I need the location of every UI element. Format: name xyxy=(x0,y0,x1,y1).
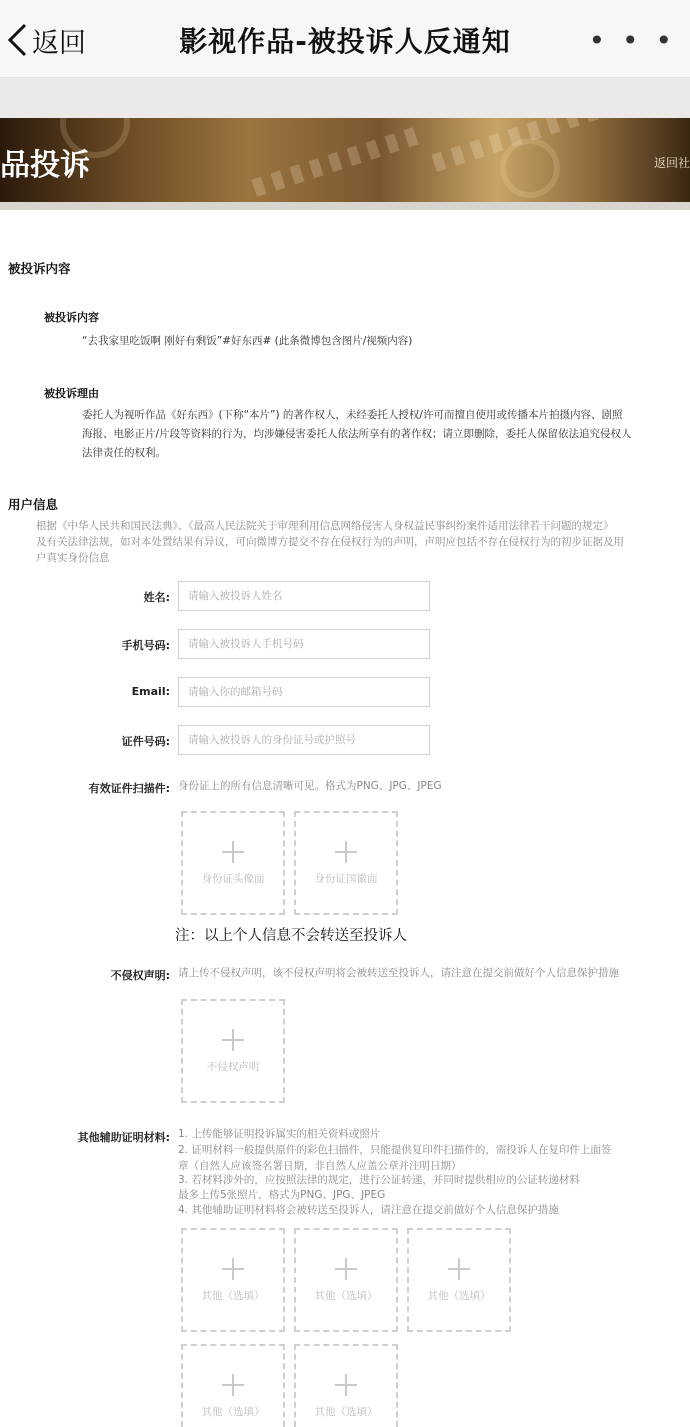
upload-label: 其他（选填） xyxy=(201,1406,265,1418)
upload-label: 其他（选填） xyxy=(314,1406,378,1418)
nav-spacer xyxy=(0,78,690,118)
top-navigation-bar xyxy=(0,0,690,78)
upload-evidence-4[interactable] xyxy=(181,1344,285,1427)
evidence-line: 1. 上传能够证明投诉属实的相关资料或照片 xyxy=(178,1128,381,1140)
name-input[interactable] xyxy=(178,581,430,611)
phone-label: 手机号码: xyxy=(121,639,170,652)
upload-id-front[interactable] xyxy=(181,811,285,915)
plus-icon xyxy=(222,1374,244,1396)
film-strip-decoration xyxy=(251,127,418,197)
plus-icon xyxy=(448,1258,470,1280)
upload-label: 身份证头像面 xyxy=(201,873,265,885)
upload-id-back[interactable] xyxy=(294,811,398,915)
statement-label: 不侵权声明: xyxy=(110,969,170,982)
plus-icon xyxy=(335,841,357,863)
upload-evidence-3[interactable] xyxy=(407,1228,511,1332)
page-title: 影视作品-被投诉人反通知 xyxy=(179,25,511,58)
upload-evidence-1[interactable] xyxy=(181,1228,285,1332)
upload-evidence-2[interactable] xyxy=(294,1228,398,1332)
id-number-label: 证件号码: xyxy=(121,735,170,748)
id-number-input[interactable] xyxy=(178,725,430,755)
evidence-line: 章（自然人应该签名署日期，非自然人应盖公章并注明日期） xyxy=(178,1160,462,1172)
upload-label: 身份证国徽面 xyxy=(314,873,378,885)
privacy-note: 注：以上个人信息不会转送至投诉人 xyxy=(175,928,407,944)
name-label: 姓名: xyxy=(143,591,170,604)
upload-label: 其他（选填） xyxy=(427,1290,491,1302)
evidence-line: 最多上传5张照片，格式为PNG、JPG、JPEG xyxy=(178,1189,386,1201)
upload-label: 其他（选填） xyxy=(201,1290,265,1302)
email-input[interactable] xyxy=(178,677,430,707)
user-info-description: 及有关法律法规，如对本处置结果有异议，可向微博方提交不存在侵权行为的声明，声明应包括不存在侵权行为的初步证据及用 xyxy=(36,536,624,548)
banner xyxy=(0,118,690,202)
section-heading-complaint: 被投诉内容 xyxy=(8,261,71,276)
complaint-reason-line: 法律责任的权利。 xyxy=(82,447,166,459)
evidence-line: 2. 证明材料一般提供原件的彩色扫描件，只能提供复印件扫描件的，需投诉人在复印件上面签 xyxy=(178,1144,612,1156)
email-label: Email: xyxy=(131,685,170,698)
plus-icon xyxy=(222,841,244,863)
section-heading-user-info: 用户信息 xyxy=(8,497,59,512)
banner-title: 品投诉 xyxy=(0,148,90,183)
plus-icon xyxy=(335,1258,357,1280)
phone-input[interactable] xyxy=(178,629,430,659)
back-label: 返回 xyxy=(32,27,86,59)
plus-icon xyxy=(335,1374,357,1396)
id-scan-hint: 身份证上的所有信息清晰可见。格式为PNG、JPG、JPEG xyxy=(178,780,442,792)
banner-divider xyxy=(0,202,690,210)
evidence-line: 3. 若材料涉外的，应按照法律的规定，进行公证转递，并同时提供相应的公证转递材料 xyxy=(178,1174,580,1186)
upload-label: 不侵权声明 xyxy=(206,1061,260,1073)
complaint-content-heading: 被投诉内容 xyxy=(44,311,99,324)
plus-icon xyxy=(222,1029,244,1051)
upload-statement[interactable] xyxy=(181,999,285,1103)
more-options-button[interactable]: • • • xyxy=(588,24,676,57)
user-info-description: 根据《中华人民共和国民法典》、《最高人民法院关于审理利用信息网络侵害人身权益民事纠纷案件适用法律若干问题的规定》 xyxy=(36,520,614,532)
statement-hint: 请上传不侵权声明，该不侵权声明将会被转送至投诉人，请注意在提交前做好个人信息保护措施 xyxy=(178,967,619,979)
complaint-reason-line: 委托人为视听作品《好东西》(下称“本片”) 的著作权人，未经委托人授权/许可而擅自使用或传播本片拍摄内容、剧照 xyxy=(82,409,623,421)
id-scan-label: 有效证件扫描件: xyxy=(88,782,170,795)
evidence-label: 其他辅助证明材料: xyxy=(77,1131,170,1144)
evidence-line: 4. 其他辅助证明材料将会被转送至投诉人，请注意在提交前做好个人信息保护措施 xyxy=(178,1204,559,1216)
user-info-description: 户真实身份信息 xyxy=(36,552,110,564)
banner-return-link[interactable]: 返回社 xyxy=(653,156,690,170)
upload-label: 其他（选填） xyxy=(314,1290,378,1302)
complaint-reason-heading: 被投诉理由 xyxy=(44,387,99,400)
upload-evidence-5[interactable] xyxy=(294,1344,398,1427)
complaint-reason-line: 海报、电影正片/片段等资料的行为，均涉嫌侵害委托人依法所享有的著作权；请立即删除，委托人保留依法追究侵权人 xyxy=(82,428,632,440)
complaint-content-text: “去我家里吃饭啊 刚好有剩饭”#好东西# (此条微博包含图片/视频内容) xyxy=(82,335,413,347)
plus-icon xyxy=(222,1258,244,1280)
